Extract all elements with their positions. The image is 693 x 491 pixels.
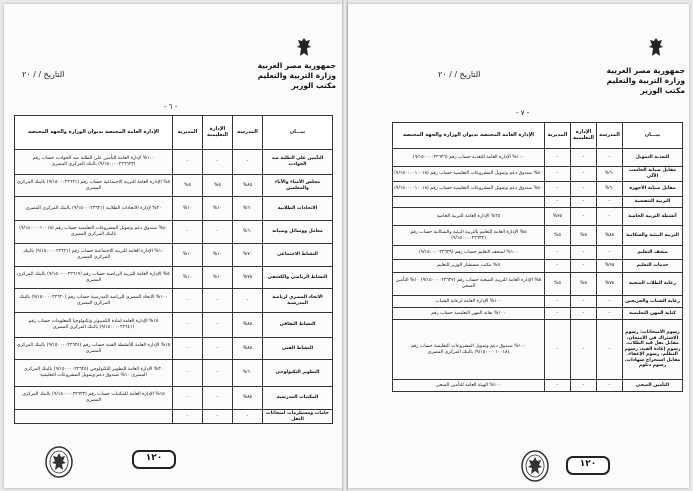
table-row: [393, 226, 683, 246]
row-directorate-share: -: [173, 313, 203, 338]
date-line: التاريخ / / ٢٠: [22, 70, 65, 79]
row-ministry-notes: ٢٥% الإدارة العامة للتربية الخاصة: [393, 208, 545, 226]
row-school-share: ٧٥%: [597, 273, 623, 296]
table-row: [15, 221, 333, 244]
row-ministry-notes: ١٥% الإدارة العامة للأنشطة الفنية حساب رقم (٩/١٥٠٠٠٠٢٢٦٢٤) بالبنك المركزي المصري: [15, 338, 173, 360]
row-admin-share: ٥%: [571, 273, 597, 296]
row-directorate-share: -: [545, 149, 571, 167]
row-directorate-share: -: [545, 246, 571, 260]
row-school-share: ٧٥%: [233, 267, 263, 289]
row-statement: التطوير التكنولوجي: [263, 360, 333, 387]
row-school-share: ٨٥%: [597, 226, 623, 246]
row-school-share: ٦٠%: [597, 167, 623, 182]
row-directorate-share: -: [545, 197, 571, 208]
date-line: التاريخ / / ٢٠: [438, 70, 481, 79]
row-school-share: -: [597, 308, 623, 320]
left-page: [4, 4, 342, 488]
org-line-2: وزارة التربية والتعليم: [257, 71, 336, 80]
row-statement: الاتحاد المصري لرياضة المدرسية: [263, 289, 333, 313]
row-school-share: ٧٠%: [233, 244, 263, 267]
page-number: - ٦ -: [164, 103, 178, 111]
row-ministry-notes: ٥% مكتب مستشار الوزير للتعليم: [393, 260, 545, 273]
row-statement: التغذية التمويل: [623, 149, 683, 167]
row-admin-share: -: [203, 313, 233, 338]
table-row: [15, 175, 333, 197]
col-statement: بيـــان: [263, 116, 333, 150]
table-row: [15, 410, 333, 424]
table-row: [15, 313, 333, 338]
stamp-badge: ١٢٠: [132, 450, 176, 469]
row-statement: مقابل صيانة الحاسب الآلي: [623, 167, 683, 182]
row-school-share: -: [597, 246, 623, 260]
row-school-share: -: [597, 380, 623, 392]
row-statement: خدمات التعليم: [623, 260, 683, 273]
row-school-share: -: [597, 208, 623, 226]
row-ministry-notes: ١٠٠% نقابة المهن التعليمية حساب رقم: [393, 308, 545, 320]
row-statement: النشاط الرياضي والكشفي: [263, 267, 333, 289]
row-school-share: ٦٠%: [233, 221, 263, 244]
row-admin-share: -: [571, 167, 597, 182]
row-school-share: -: [597, 149, 623, 167]
row-ministry-notes: ٥% الإدارة العامة للتربية الصحية حساب رقم (٩/١٥٠٠٠٠٢٢٦٢٧) ١٠% التأمين الصحي: [393, 273, 545, 296]
row-ministry-notes: ٤٠% صندوق دعم وتمويل المشروعات التعليمية حساب رقم (٩/١٥٠٠٠٠١٠٠١٨): [393, 182, 545, 197]
row-directorate-share: ٧٥%: [545, 208, 571, 226]
row-statement: النشاط الاجتماعي: [263, 244, 333, 267]
row-ministry-notes: ٢٠% لإدارة الاتحادات الطلابية (٩/١٥٠٠٠٢٢٦٢١) بالبنك المركزي المصري: [15, 197, 173, 221]
row-admin-share: -: [571, 380, 597, 392]
row-admin-share: ١٠%: [203, 267, 233, 289]
row-ministry-notes: ١٠٠% لمتحف التعليم حساب رقم (٩/١٥٠٠٠٠٢٢٦٢٩): [393, 246, 545, 260]
row-admin-share: -: [571, 208, 597, 226]
row-directorate-share: ٥%: [545, 273, 571, 296]
row-ministry-notes: ١٠٠% الإدارة العامة لرعاية الشباب: [393, 296, 545, 308]
table-row: [393, 167, 683, 182]
row-admin-share: -: [203, 387, 233, 410]
row-directorate-share: ٥%: [173, 175, 203, 197]
row-directorate-share: -: [545, 308, 571, 320]
org-line-1: جمهورية مصر العربية: [257, 61, 336, 70]
org-header: [258, 61, 336, 91]
row-ministry-notes: ١٠٠% لإدارة العامة للتأمين على الطلبة ضد الحوادث حساب رقم (٩/١٥٠٠٠٠٢٢٦٦٢٣) بالبنك المركزي المصري: [15, 150, 173, 175]
row-statement: مجلس الأمناء والآباء والمعلمين: [263, 175, 333, 197]
row-statement: متحف التعليم: [623, 246, 683, 260]
row-statement: النشاط الثقافي: [263, 313, 333, 338]
row-directorate-share: -: [173, 150, 203, 175]
row-admin-share: -: [571, 246, 597, 260]
row-ministry-notes: [393, 197, 545, 208]
row-statement: التربية البيئية والسكانية: [623, 226, 683, 246]
row-statement: التأمين على الطلبة ضد الحوادث: [263, 150, 333, 175]
row-admin-share: -: [203, 338, 233, 360]
row-school-share: ٨٥%: [233, 175, 263, 197]
col-admin: الإدارة التعليمية: [203, 116, 233, 150]
row-admin-share: -: [203, 289, 233, 313]
row-admin-share: -: [571, 197, 597, 208]
row-statement: التربية التنفسية: [623, 197, 683, 208]
table-body: [393, 149, 683, 392]
org-line-2: وزارة التربية والتعليم: [606, 76, 685, 85]
row-ministry-notes: ١٠٠% الهيئة العامة للتأمين الصحي: [393, 380, 545, 392]
row-admin-share: ١٠%: [203, 197, 233, 221]
row-directorate-share: -: [545, 260, 571, 273]
table-row: [393, 197, 683, 208]
row-ministry-notes: ١٥% الإدارة العامة لمادة الكمبيوتر وتكنولوجيا المعلومات حساب رقم (٩/١٥٠٠٠٠٢٢٦٤١) بالبنك المركزي المصري: [15, 313, 173, 338]
row-school-share: -: [597, 320, 623, 380]
row-statement: كتابة المهن التعليمية: [623, 308, 683, 320]
row-directorate-share: -: [545, 182, 571, 197]
col-school: المدرسة: [233, 116, 263, 150]
row-ministry-notes: ٥% الإدارة العامة للتربية الرياضية حساب رقم (٩/١٥٠٠٠٠٢٢٦١٩) بالبنك المركزي المصري: [15, 267, 173, 289]
row-directorate-share: -: [173, 289, 203, 313]
row-directorate-share: -: [545, 320, 571, 380]
page-number: - ٧ -: [516, 109, 530, 117]
row-admin-share: -: [203, 360, 233, 387]
row-directorate-share: -: [173, 221, 203, 244]
row-statement: رعاية الشباب والخريجين: [623, 296, 683, 308]
row-ministry-notes: [15, 410, 173, 424]
row-statement: الاتحادات الطلابية: [263, 197, 333, 221]
allocation-table: [14, 115, 333, 424]
row-school-share: ٦٠%: [597, 182, 623, 197]
table-row: [15, 360, 333, 387]
org-line-1: جمهورية مصر العربية: [606, 66, 685, 75]
row-directorate-share: ١٠%: [173, 267, 203, 289]
table-row: [393, 320, 683, 380]
row-statement: التأمين الصحي: [623, 380, 683, 392]
row-directorate-share: -: [173, 410, 203, 424]
stamp-badge: ١٢٠: [566, 456, 610, 475]
row-directorate-share: ١٠%: [173, 244, 203, 267]
row-admin-share: ١٠%: [203, 244, 233, 267]
row-statement: رعاية الطلاب الصحية: [623, 273, 683, 296]
table-row: [15, 289, 333, 313]
row-admin-share: -: [571, 320, 597, 380]
table-row: [393, 182, 683, 197]
row-admin-share: -: [571, 308, 597, 320]
row-admin-share: -: [571, 260, 597, 273]
row-admin-share: -: [571, 296, 597, 308]
row-directorate-share: -: [545, 380, 571, 392]
table-row: [15, 387, 333, 410]
row-admin-share: -: [203, 150, 233, 175]
row-ministry-notes: ١٠٠% الاتحاد المصري للرياضة المدرسية حساب رقم (٩/١٥٠٠٠٠٢٢٦٢٠) بالبنك المركزي المصري: [15, 289, 173, 313]
table-row: [15, 197, 333, 221]
row-directorate-share: -: [173, 360, 203, 387]
table-row: [393, 296, 683, 308]
table-row: [393, 273, 683, 296]
row-directorate-share: -: [173, 387, 203, 410]
row-statement: معامل ووسائل وصيانة: [263, 221, 333, 244]
table-header-row: [393, 123, 683, 149]
row-ministry-notes: ١٠% الإدارة العامة للتربية الاجتماعية حساب رقم (٩/١٥٠٠٠٠٢٢٦٢١) بالبنك المركزي المصري: [15, 244, 173, 267]
row-statement: خامات ومستلزمات امتحانات النقل: [263, 410, 333, 424]
row-school-share: -: [597, 197, 623, 208]
row-school-share: ٨٥%: [233, 338, 263, 360]
row-directorate-share: ٥%: [545, 226, 571, 246]
official-seal-icon: [520, 448, 550, 484]
table-row: [15, 244, 333, 267]
row-school-share: ٦٠%: [233, 360, 263, 387]
table-row: [393, 246, 683, 260]
table-row: [393, 260, 683, 273]
row-school-share: ٨٥%: [233, 313, 263, 338]
row-admin-share: -: [203, 410, 233, 424]
org-line-3: مكتب الوزير: [291, 81, 336, 90]
table-row: [15, 150, 333, 175]
row-admin-share: ٥%: [203, 175, 233, 197]
row-ministry-notes: ٤٠% صندوق دعم وتمويل المشروعات التعليمية حساب رقم (٩/١٥٠٠٠٠١٠٠١٨) بالبنك المركزي المصري: [15, 221, 173, 244]
col-admin: الإدارة التعليمية: [571, 123, 597, 149]
row-statement: رسوم الامتحانات: رسوم الاشتراك في الامتحان، مقابل نقل قيد الطلاب، رسوم إعادة القيد، رسوم التظلم، رسوم الإعفاء، مقابل استخراج شهادات، رسوم دبلوم: [623, 320, 683, 380]
col-directorate: المديرية: [545, 123, 571, 149]
table-body: [15, 150, 333, 424]
row-school-share: -: [597, 296, 623, 308]
row-admin-share: -: [571, 149, 597, 167]
right-page: [348, 4, 689, 488]
row-ministry-notes: ١٥% الإدارة العامة للمكتبات حساب رقم (٩/١٥٠٠٠٠٢٢٦٢٣) بالبنك المركزي المصري: [15, 387, 173, 410]
table-header-row: [15, 116, 333, 150]
table-row: [393, 208, 683, 226]
row-directorate-share: -: [545, 167, 571, 182]
official-seal-icon: [44, 444, 74, 480]
col-ministry: الإدارة العامة المختصة بديوان الوزارة والجهة المختصة: [393, 123, 545, 149]
row-school-share: -: [233, 410, 263, 424]
row-ministry-notes: ٣٠% الإدارة العامة للتطوير التكنولوجي (٩/١٥٠٠٠٠٢٢٦٢٥) بالبنك المركزي المصري ١٠% صندوق دعم وتمويل المشروعات التعليمية: [15, 360, 173, 387]
row-ministry-notes: ١٠٠% الإدارة العامة للتغذية حساب رقم (٩/١٥٠٠٠٠٢٢٦٢٦): [393, 149, 545, 167]
row-ministry-notes: ٥% الإدارة العامة للتربية الاجتماعية حساب رقم (٩/١٥٠٠٠٢٢٦٢١) بالبنك المركزي المصري: [15, 175, 173, 197]
table-row: [15, 338, 333, 360]
row-admin-share: -: [203, 221, 233, 244]
row-school-share: -: [233, 150, 263, 175]
row-school-share: ٨٥%: [233, 387, 263, 410]
row-statement: مقابل صيانة الأجهزة: [623, 182, 683, 197]
allocation-table: [392, 122, 683, 392]
row-directorate-share: -: [173, 338, 203, 360]
table-row: [393, 380, 683, 392]
eagle-emblem-icon: [648, 37, 664, 59]
row-statement: أنشطة التربية الخاصة: [623, 208, 683, 226]
row-ministry-notes: ١٠٠% صندوق دعم وتمويل المشروعات التعليمية حساب رقم (٩/١٥٠٠٠٠١٠٠١٨) بالبنك المركزي المصري: [393, 320, 545, 380]
table-row: [393, 149, 683, 167]
row-ministry-notes: ٤٠% صندوق دعم وتمويل المشروعات التعليمية حساب رقم (٩/١٥٠٠٠٠١٠٠١٨): [393, 167, 545, 182]
row-school-share: ٦٠%: [233, 197, 263, 221]
row-directorate-share: ١٠%: [173, 197, 203, 221]
org-header: [607, 66, 685, 96]
col-statement: بيـــان: [623, 123, 683, 149]
row-admin-share: ٥%: [571, 226, 597, 246]
org-line-3: مكتب الوزير: [640, 86, 685, 95]
row-statement: النشاط الفني: [263, 338, 333, 360]
row-directorate-share: -: [545, 296, 571, 308]
row-admin-share: -: [571, 182, 597, 197]
row-ministry-notes: ٥% الإدارة العامة للتعليم بالتربية البيئية والسكانية حساب رقم (٩/١٥٠٠٠٠٢٢٦٣٢): [393, 226, 545, 246]
row-statement: المكتبات المدرسية: [263, 387, 333, 410]
col-ministry: الإدارة العامة المختصة بديوان الوزارة والجهة المختصة: [15, 116, 173, 150]
col-school: المدرسة: [597, 123, 623, 149]
table-row: [393, 308, 683, 320]
col-directorate: المديرية: [173, 116, 203, 150]
table-row: [15, 267, 333, 289]
eagle-emblem-icon: [296, 37, 312, 59]
row-school-share: ٩٥%: [597, 260, 623, 273]
row-school-share: -: [233, 289, 263, 313]
